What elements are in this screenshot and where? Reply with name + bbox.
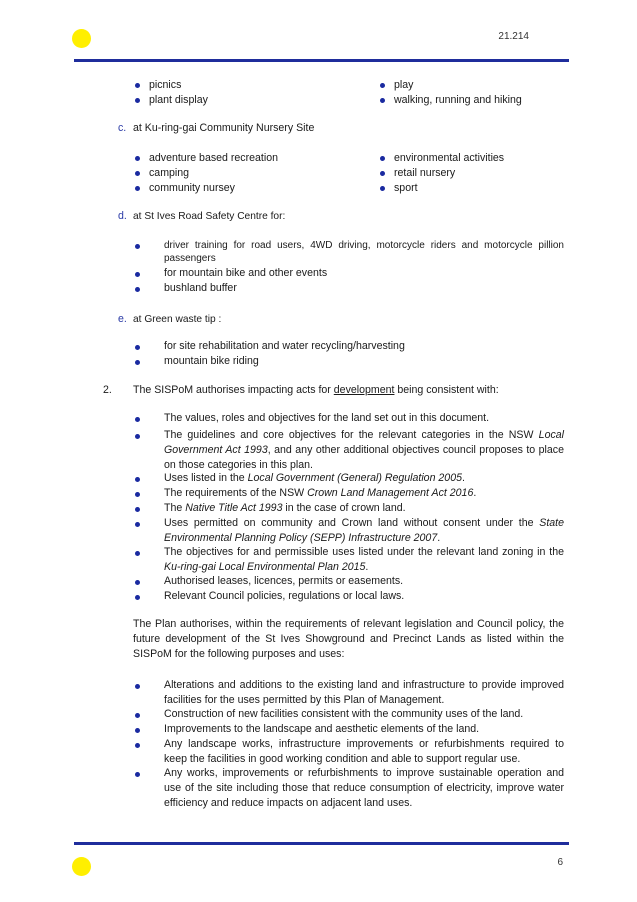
bullet-icon: [135, 83, 140, 88]
bullet-icon: [135, 684, 140, 689]
lead-text: The SISPoM authorises impacting acts for: [133, 384, 334, 396]
item-c-letter: c.: [118, 122, 127, 134]
list-item: play: [394, 79, 414, 91]
page-number: 6: [557, 857, 563, 868]
list-item: for mountain bike and other events: [164, 267, 328, 279]
bullet-icon: [135, 728, 140, 733]
list-item: The requirements of the NSW Crown Land Management Act 2016.: [164, 487, 477, 499]
bullet-icon: [135, 492, 140, 497]
list-item: The guidelines and core objectives for the relevant categories in the NSW Local Government Act 1993, and any other additional objectives council proposes to place on those categories in this plan.: [164, 429, 564, 471]
bullet-icon: [380, 83, 385, 88]
bullet-icon: [135, 345, 140, 350]
section-2-number: 2.: [103, 384, 112, 396]
list-item: driver training for road users, 4WD driving, motorcycle riders and motorcycle pillion passengers: [164, 240, 564, 264]
header-rule: [74, 59, 569, 62]
list-item: The values, roles and objectives for the land set out in this document.: [164, 412, 490, 424]
item-d-title: at St Ives Road Safety Centre for:: [133, 211, 286, 222]
bullet-icon: [135, 171, 140, 176]
list-item: retail nursery: [394, 167, 456, 179]
bullet-icon: [380, 156, 385, 161]
bullet-icon: [380, 186, 385, 191]
list-item: picnics: [149, 79, 182, 91]
bullet-icon: [135, 772, 140, 777]
list-item: environmental activities: [394, 152, 505, 164]
list-item: plant display: [149, 94, 208, 106]
bullet-icon: [135, 156, 140, 161]
bullet-icon: [135, 477, 140, 482]
bullet-icon: [135, 272, 140, 277]
list-item: walking, running and hiking: [394, 94, 522, 106]
bullet-icon: [135, 98, 140, 103]
footer-rule: [74, 842, 569, 845]
list-item: The objectives for and permissible uses listed under the relevant land zoning in the Ku-ring-gai Local Environmental Plan 2015.: [164, 546, 564, 573]
list-item: adventure based recreation: [149, 152, 278, 164]
bullet-icon: [135, 743, 140, 748]
item-e-letter: e.: [118, 313, 127, 325]
bullet-icon: [135, 522, 140, 527]
bullet-icon: [135, 417, 140, 422]
body-paragraph: The Plan authorises, within the requirements of relevant legislation and Council policy, the future development of the St Ives Showground and Precinct Lands as listed within the SISPoM for the following purposes and uses:: [133, 618, 564, 660]
list-item: bushland buffer: [164, 282, 237, 294]
list-item: mountain bike riding: [164, 355, 259, 367]
lead-text-end: being consistent with:: [394, 384, 499, 396]
footer-logo-dot: [72, 857, 91, 876]
list-item: community nursey: [149, 182, 235, 194]
item-e-title: at Green waste tip :: [133, 314, 222, 325]
bullet-icon: [135, 434, 140, 439]
item-d-letter: d.: [118, 210, 127, 222]
header-logo-dot: [72, 29, 91, 48]
bullet-icon: [135, 186, 140, 191]
section-2-lead: [133, 384, 499, 396]
bullet-icon: [135, 244, 140, 249]
bullet-icon: [135, 595, 140, 600]
bullet-icon: [135, 551, 140, 556]
bullet-icon: [135, 287, 140, 292]
bullet-icon: [380, 171, 385, 176]
list-item: Relevant Council policies, regulations or local laws.: [164, 590, 405, 602]
list-item: Authorised leases, licences, permits or easements.: [164, 575, 404, 587]
list-item: sport: [394, 182, 418, 194]
item-c-title: at Ku-ring-gai Community Nursery Site: [133, 122, 315, 134]
bullet-icon: [135, 713, 140, 718]
development-link: development: [333, 384, 395, 396]
list-item: camping: [149, 167, 190, 179]
bullet-icon: [135, 360, 140, 365]
document-number: 21.214: [498, 31, 529, 42]
list-item: The Native Title Act 1993 in the case of crown land.: [164, 502, 406, 514]
list-item: for site rehabilitation and water recycling/harvesting: [164, 340, 405, 352]
list-item: Uses permitted on community and Crown land without consent under the State Environmental Planning Policy (SEPP) Infrastructure 2007.: [164, 517, 564, 544]
list-item: Uses listed in the Local Government (General) Regulation 2005.: [164, 472, 465, 484]
list-item: Construction of new facilities consistent with the community uses of the land.: [164, 708, 524, 720]
list-item: Improvements to the landscape and aesthetic elements of the land.: [164, 723, 480, 735]
bullet-icon: [135, 507, 140, 512]
list-item: Any works, improvements or refurbishments to improve sustainable operation and use of the site including those that reduce consumption of electricity, improve water efficiency and reduce impacts on adjacent land uses.: [164, 767, 564, 809]
list-item: Alterations and additions to the existing land and infrastructure to provide improved facilities for the uses permitted by this Plan of Management.: [164, 679, 564, 706]
bullet-icon: [135, 580, 140, 585]
bullet-icon: [380, 98, 385, 103]
list-item: Any landscape works, infrastructure improvements or refurbishments required to keep the facilities in good working condition and able to support regular use.: [164, 738, 564, 765]
